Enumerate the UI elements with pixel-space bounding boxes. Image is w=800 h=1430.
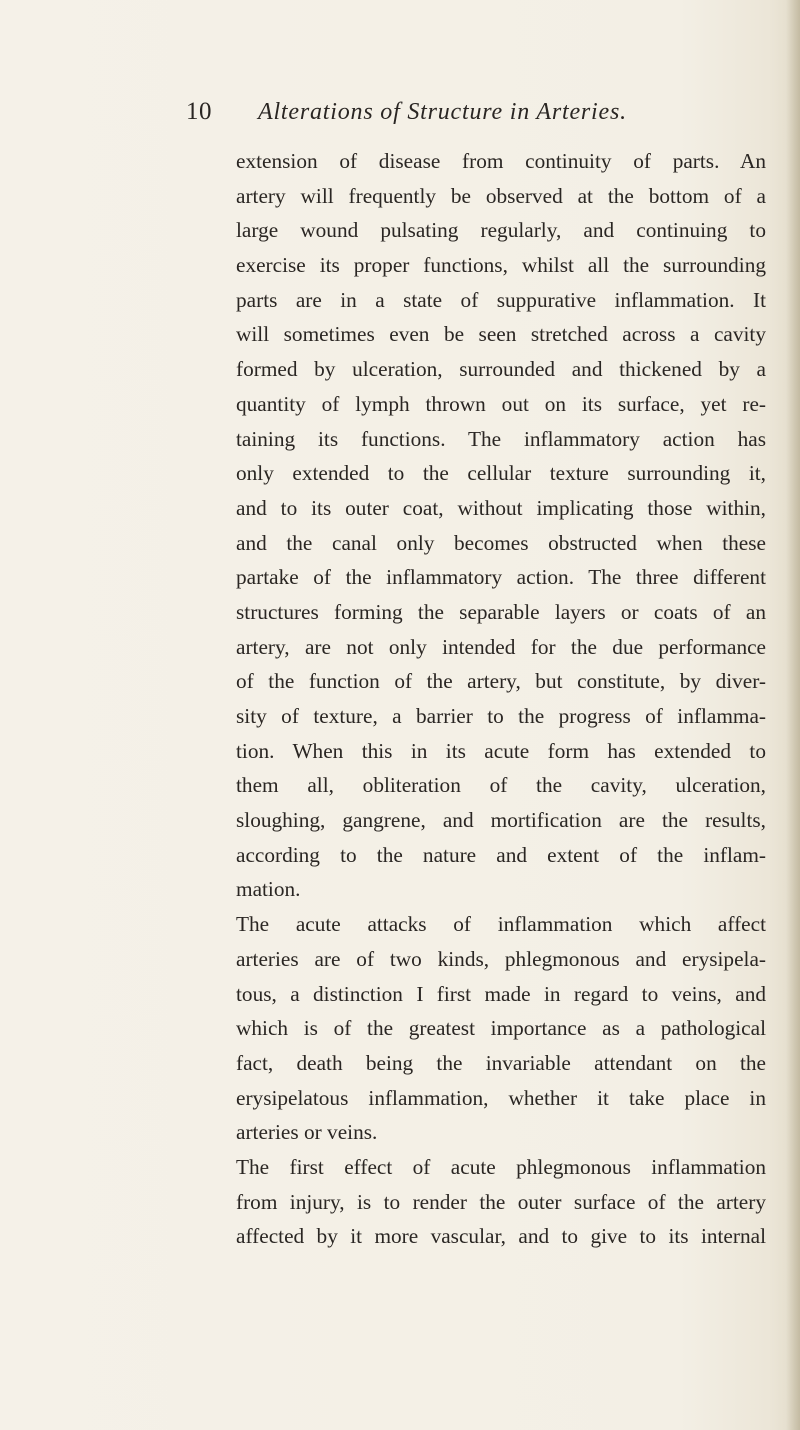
text-line: sity of texture, a barrier to the progress of inflamma-: [236, 704, 766, 728]
text-line: which is of the greatest importance as a pathological: [236, 1016, 766, 1041]
text-line: arteries are of two kinds, phlegmonous and erysipela-: [236, 946, 766, 971]
body-text: [236, 144, 766, 1254]
text-line: sloughing, gangrene, and mortification are the results,: [236, 808, 766, 833]
text-line: only extended to the cellular texture surrounding it,: [236, 461, 766, 486]
text-line: and to its outer coat, without implicating those within,: [236, 495, 766, 520]
text-line: mation.: [236, 877, 301, 902]
text-line: them all, obliteration of the cavity, ulceration,: [236, 773, 766, 798]
page-edge-shadow: [786, 0, 800, 1430]
text-line: artery, are not only intended for the due performance: [236, 634, 766, 659]
text-line: The acute attacks of inflammation which affect: [236, 912, 766, 937]
text-line: according to the nature and extent of the inflam-: [236, 842, 766, 867]
text-line: fact, death being the invariable attendant on the: [236, 1050, 766, 1075]
text-line: tous, a distinction I first made in regard to veins, and: [236, 981, 766, 1006]
text-line: formed by ulceration, surrounded and thickened by a: [236, 357, 766, 382]
text-line: quantity of lymph thrown out on its surface, yet re-: [236, 391, 766, 416]
text-line: extension of disease from continuity of parts. An: [236, 149, 766, 173]
text-line: and the canal only becomes obstructed when these: [236, 530, 766, 555]
text-line: erysipelatous inflammation, whether it take place in: [236, 1085, 766, 1110]
text-line: large wound pulsating regularly, and continuing to: [236, 218, 766, 243]
text-line: taining its functions. The inflammatory action has: [236, 426, 766, 451]
running-head-title: Alterations of Structure in Arteries.: [258, 99, 627, 125]
text-line: exercise its proper functions, whilst all the surrounding: [236, 253, 766, 278]
text-line: of the function of the artery, but constitute, by diver-: [236, 669, 766, 694]
text-line: parts are in a state of suppurative inflammation. It: [236, 287, 766, 312]
text-line: structures forming the separable layers or coats of an: [236, 599, 766, 624]
text-line: from injury, is to render the outer surface of the artery: [236, 1189, 766, 1214]
text-line: artery will frequently be observed at the bottom of a: [236, 183, 766, 208]
text-line: tion. When this in its acute form has extended to: [236, 738, 766, 763]
text-line: arteries or veins.: [236, 1120, 378, 1145]
page-number: 10: [186, 98, 212, 125]
text-line: The first effect of acute phlegmonous inflammation: [236, 1154, 766, 1179]
text-line: partake of the inflammatory action. The three different: [236, 565, 766, 590]
text-line: will sometimes even be seen stretched across a cavity: [236, 322, 766, 347]
text-line: affected by it more vascular, and to give to its internal: [236, 1224, 766, 1249]
running-head: [186, 92, 746, 138]
